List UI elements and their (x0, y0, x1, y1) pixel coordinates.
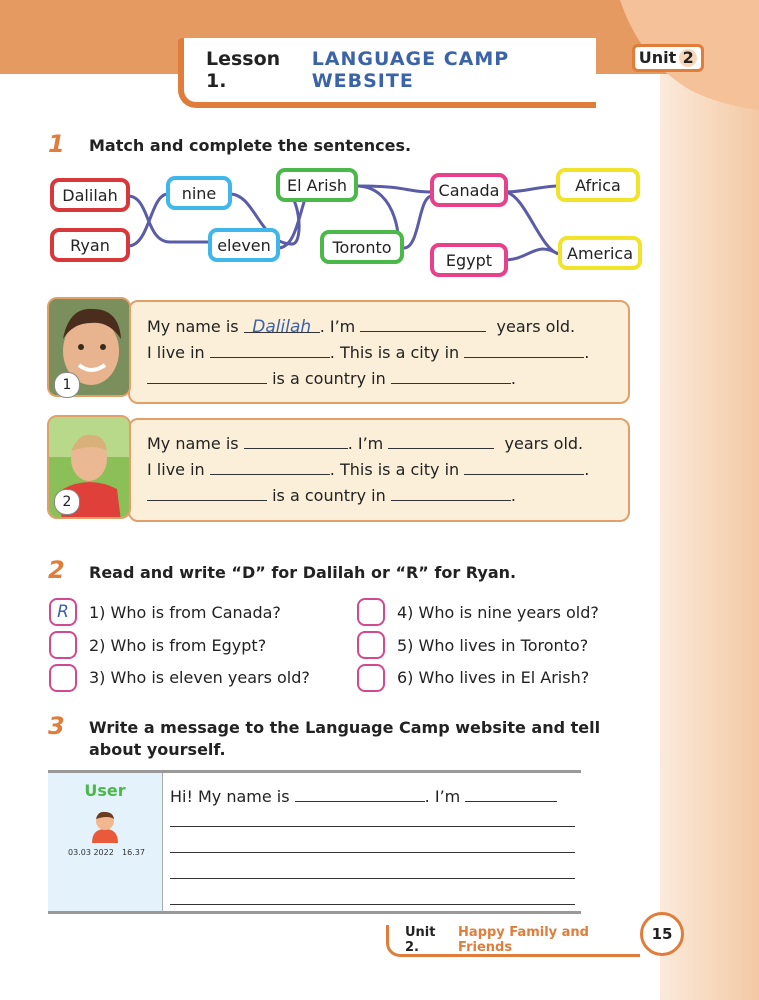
card-1-line-3 (147, 365, 516, 392)
photo-2-number: 2 (54, 489, 80, 515)
card-2-line-2 (147, 456, 589, 483)
word-dalilah: Dalilah (50, 178, 130, 212)
message-line-3[interactable] (170, 852, 575, 853)
question-1: 1) Who is from Canada? (89, 603, 281, 622)
section-1-number: 1 (48, 130, 65, 158)
page-edge-shading (660, 0, 759, 1000)
unit-label: Unit (638, 48, 677, 67)
message-time: 16.37 (122, 848, 145, 857)
question-3-answer-box[interactable] (49, 664, 77, 692)
card-1-country-in: is a country in (272, 369, 386, 388)
card-2-line-3 (147, 482, 516, 509)
card-1-city-in: . This is a city in (329, 343, 460, 362)
question-2-answer-box[interactable] (49, 631, 77, 659)
card-1-country2-blank[interactable] (147, 365, 267, 384)
word-toronto: Toronto (320, 230, 404, 264)
card-2-im: . I’m (347, 434, 384, 453)
word-america: America (558, 236, 642, 270)
user-column (48, 773, 163, 911)
message-name-blank[interactable] (295, 783, 425, 802)
section-1-title: Match and complete the sentences. (89, 136, 412, 155)
card-2-my-name-is: My name is (147, 434, 239, 453)
card-1-country-blank[interactable] (464, 339, 584, 358)
card-2-country-blank[interactable] (464, 456, 584, 475)
word-egypt: Egypt (430, 243, 508, 277)
card-1-line-2 (147, 339, 589, 366)
lesson-header (178, 38, 596, 108)
avatar-icon (88, 809, 122, 843)
card-2-city-blank[interactable] (210, 456, 330, 475)
message-date: 03.03 2022 (68, 848, 114, 857)
question-3: 3) Who is eleven years old? (89, 668, 310, 687)
card-1-continent-blank[interactable] (391, 365, 511, 384)
word-ryan: Ryan (50, 228, 130, 262)
message-line-5[interactable] (170, 904, 575, 905)
card-2-i-live-in: I live in (147, 460, 205, 479)
card-2-country-in: is a country in (272, 486, 386, 505)
section-2-title: Read and write “D” for Dalilah or “R” for Ryan. (89, 563, 517, 582)
card-2-period-2: . (510, 486, 516, 505)
question-4-answer-box[interactable] (357, 598, 385, 626)
card-2-country2-blank[interactable] (147, 482, 267, 501)
card-1-name-answer[interactable]: Dalilah (244, 314, 320, 333)
lesson-title: LANGUAGE CAMP WEBSITE (311, 48, 510, 92)
card-1-years-old: years old. (496, 317, 576, 336)
section-3-title-line-1: Write a message to the Language Camp website and tell (89, 718, 601, 737)
card-2-period: . (584, 460, 590, 479)
question-4: 4) Who is nine years old? (397, 603, 599, 622)
section-3-number: 3 (48, 712, 65, 740)
card-2-city-in: . This is a city in (329, 460, 460, 479)
footer-unit (386, 925, 640, 957)
question-2: 2) Who is from Egypt? (89, 636, 267, 655)
question-5-answer-box[interactable] (357, 631, 385, 659)
message-form (48, 770, 581, 914)
question-6-answer-box[interactable] (357, 664, 385, 692)
user-label: User (84, 781, 126, 800)
card-1-period-2: . (510, 369, 516, 388)
hi-my-name-is: Hi! My name is (170, 787, 290, 806)
card-2-years-old: years old. (504, 434, 584, 453)
card-1-i-live-in: I live in (147, 343, 205, 362)
card-2-age-blank[interactable] (388, 430, 494, 449)
word-nine: nine (166, 176, 232, 210)
word-eleven: eleven (208, 228, 280, 262)
card-2-line-1 (147, 430, 583, 457)
page-number: 15 (640, 912, 684, 956)
footer-unit-subtitle: Happy Family and Friends (458, 924, 589, 955)
card-1-age-blank[interactable] (360, 313, 486, 332)
word-africa: Africa (556, 168, 640, 202)
photo-1-number: 1 (54, 372, 80, 398)
question-1-answer-box[interactable]: R (49, 598, 77, 626)
footer-unit-label: Unit 2. (405, 924, 436, 955)
lesson-label: Lesson 1. (206, 48, 281, 92)
message-line-2[interactable] (170, 826, 575, 827)
unit-number: 2 (679, 49, 697, 67)
card-1-line-1 (147, 313, 575, 340)
unit-badge (632, 44, 704, 72)
message-line-1 (170, 783, 557, 806)
question-5: 5) Who lives in Toronto? (397, 636, 589, 655)
message-line-4[interactable] (170, 878, 575, 879)
word-el-arish: El Arish (276, 168, 358, 202)
section-3-title-line-2: about yourself. (89, 740, 226, 759)
message-im: . I’m (424, 787, 461, 806)
card-1-my-name-is: My name is (147, 317, 239, 336)
card-2-continent-blank[interactable] (391, 482, 511, 501)
card-1-period: . (584, 343, 590, 362)
message-age-blank[interactable] (465, 783, 557, 802)
card-1-im: . I’m (319, 317, 356, 336)
question-6: 6) Who lives in El Arish? (397, 668, 590, 687)
card-2-name-blank[interactable] (244, 430, 348, 449)
section-2-number: 2 (48, 556, 65, 584)
word-canada: Canada (430, 173, 508, 207)
card-1-city-blank[interactable] (210, 339, 330, 358)
